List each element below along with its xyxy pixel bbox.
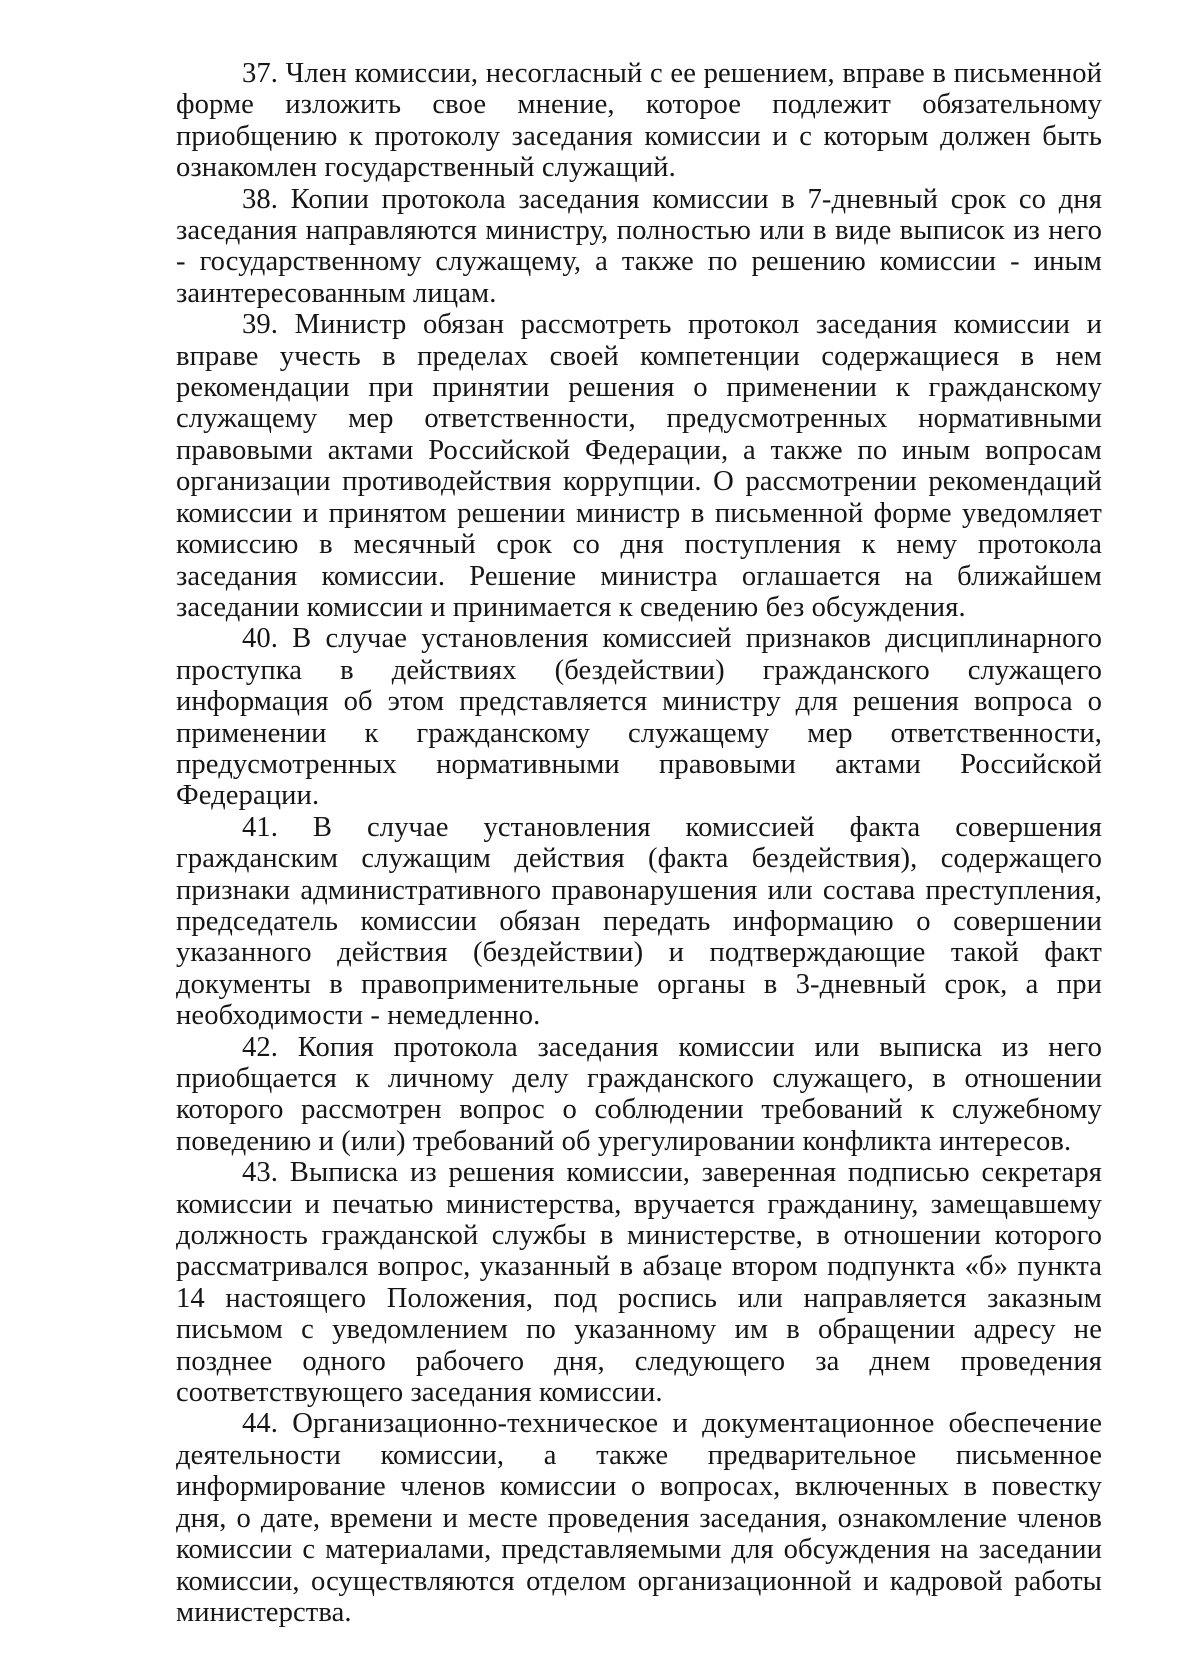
paragraph-42: 42. Копия протокола заседания комиссии или выписка из него приобщается к личному делу гражданского служащего, в отношении которого рассмотрен вопрос о соблюдении требований к служебному поведению и (или) требований об урегулировании конфликта интересов. <box>176 1031 1102 1157</box>
paragraph-44: 44. Организационно-техническое и документационное обеспечение деятельности комиссии, а также предварительное письменное информирование членов комиссии о вопросах, включенных в повестку дня, о дате, времени и месте проведения заседания, ознакомление членов комиссии с материалами, представляемыми для обсуждения на заседании комиссии, осуществляются отделом организационной и кадровой работы министерства. <box>176 1408 1102 1628</box>
paragraph-40: 40. В случае установления комиссией признаков дисциплинарного проступка в действиях (бездействии) гражданского служащего информация об этом представляется министру для решения вопроса о применении к гражданскому служащему мер ответственности, предусмотренных нормативными правовыми актами Российской Федерации. <box>176 623 1102 812</box>
paragraph-38: 38. Копии протокола заседания комиссии в 7-дневный срок со дня заседания направляются министру, полностью или в виде выписок из него - государственному служащему, а также по решению комиссии - иным заинтересованным лицам. <box>176 183 1102 309</box>
paragraph-41: 41. В случае установления комиссией факта совершения гражданским служащим действия (факта бездействия), содержащего признаки административного правонарушения или состава преступления, председатель комиссии обязан передать информацию о совершении указанного действия (бездействии) и подтверждающие такой факт документы в правоприменительные органы в 3-дневный срок, а при необходимости - немедленно. <box>176 811 1102 1032</box>
paragraph-43: 43. Выписка из решения комиссии, заверенная подписью секретаря комиссии и печатью министерства, вручается гражданину, замещавшему должность гражданской службы в министерстве, в отношении которого рассматривался вопрос, указанный в абзаце втором подпункта «б» пункта 14 настоящего Положения, под роспись или направляется заказным письмом с уведомлением по указанному им в обращении адресу не позднее одного рабочего дня, следующего за днем проведения соответствующего заседания комиссии. <box>176 1157 1102 1409</box>
paragraph-37: 37. Член комиссии, несогласный с ее решением, вправе в письменной форме изложить свое мнение, которое подлежит обязательному приобщению к протоколу заседания комиссии и с которым должен быть ознакомлен государственный служащий. <box>176 58 1102 184</box>
document-body <box>176 58 1102 1628</box>
paragraph-39: 39. Министр обязан рассмотреть протокол заседания комиссии и вправе учесть в пределах своей компетенции содержащиеся в нем рекомендации при принятии решения о применении к гражданскому служащему мер ответственности, предусмотренных нормативными правовыми актами Российской Федерации, а также по иным вопросам организации противодействия коррупции. О рассмотрении рекомендаций комиссии и принятом решении министр в письменной форме уведомляет комиссию в месячный срок со дня поступления к нему протокола заседания комиссии. Решение министра оглашается на ближайшем заседании комиссии и принимается к сведению без обсуждения. <box>176 309 1102 623</box>
